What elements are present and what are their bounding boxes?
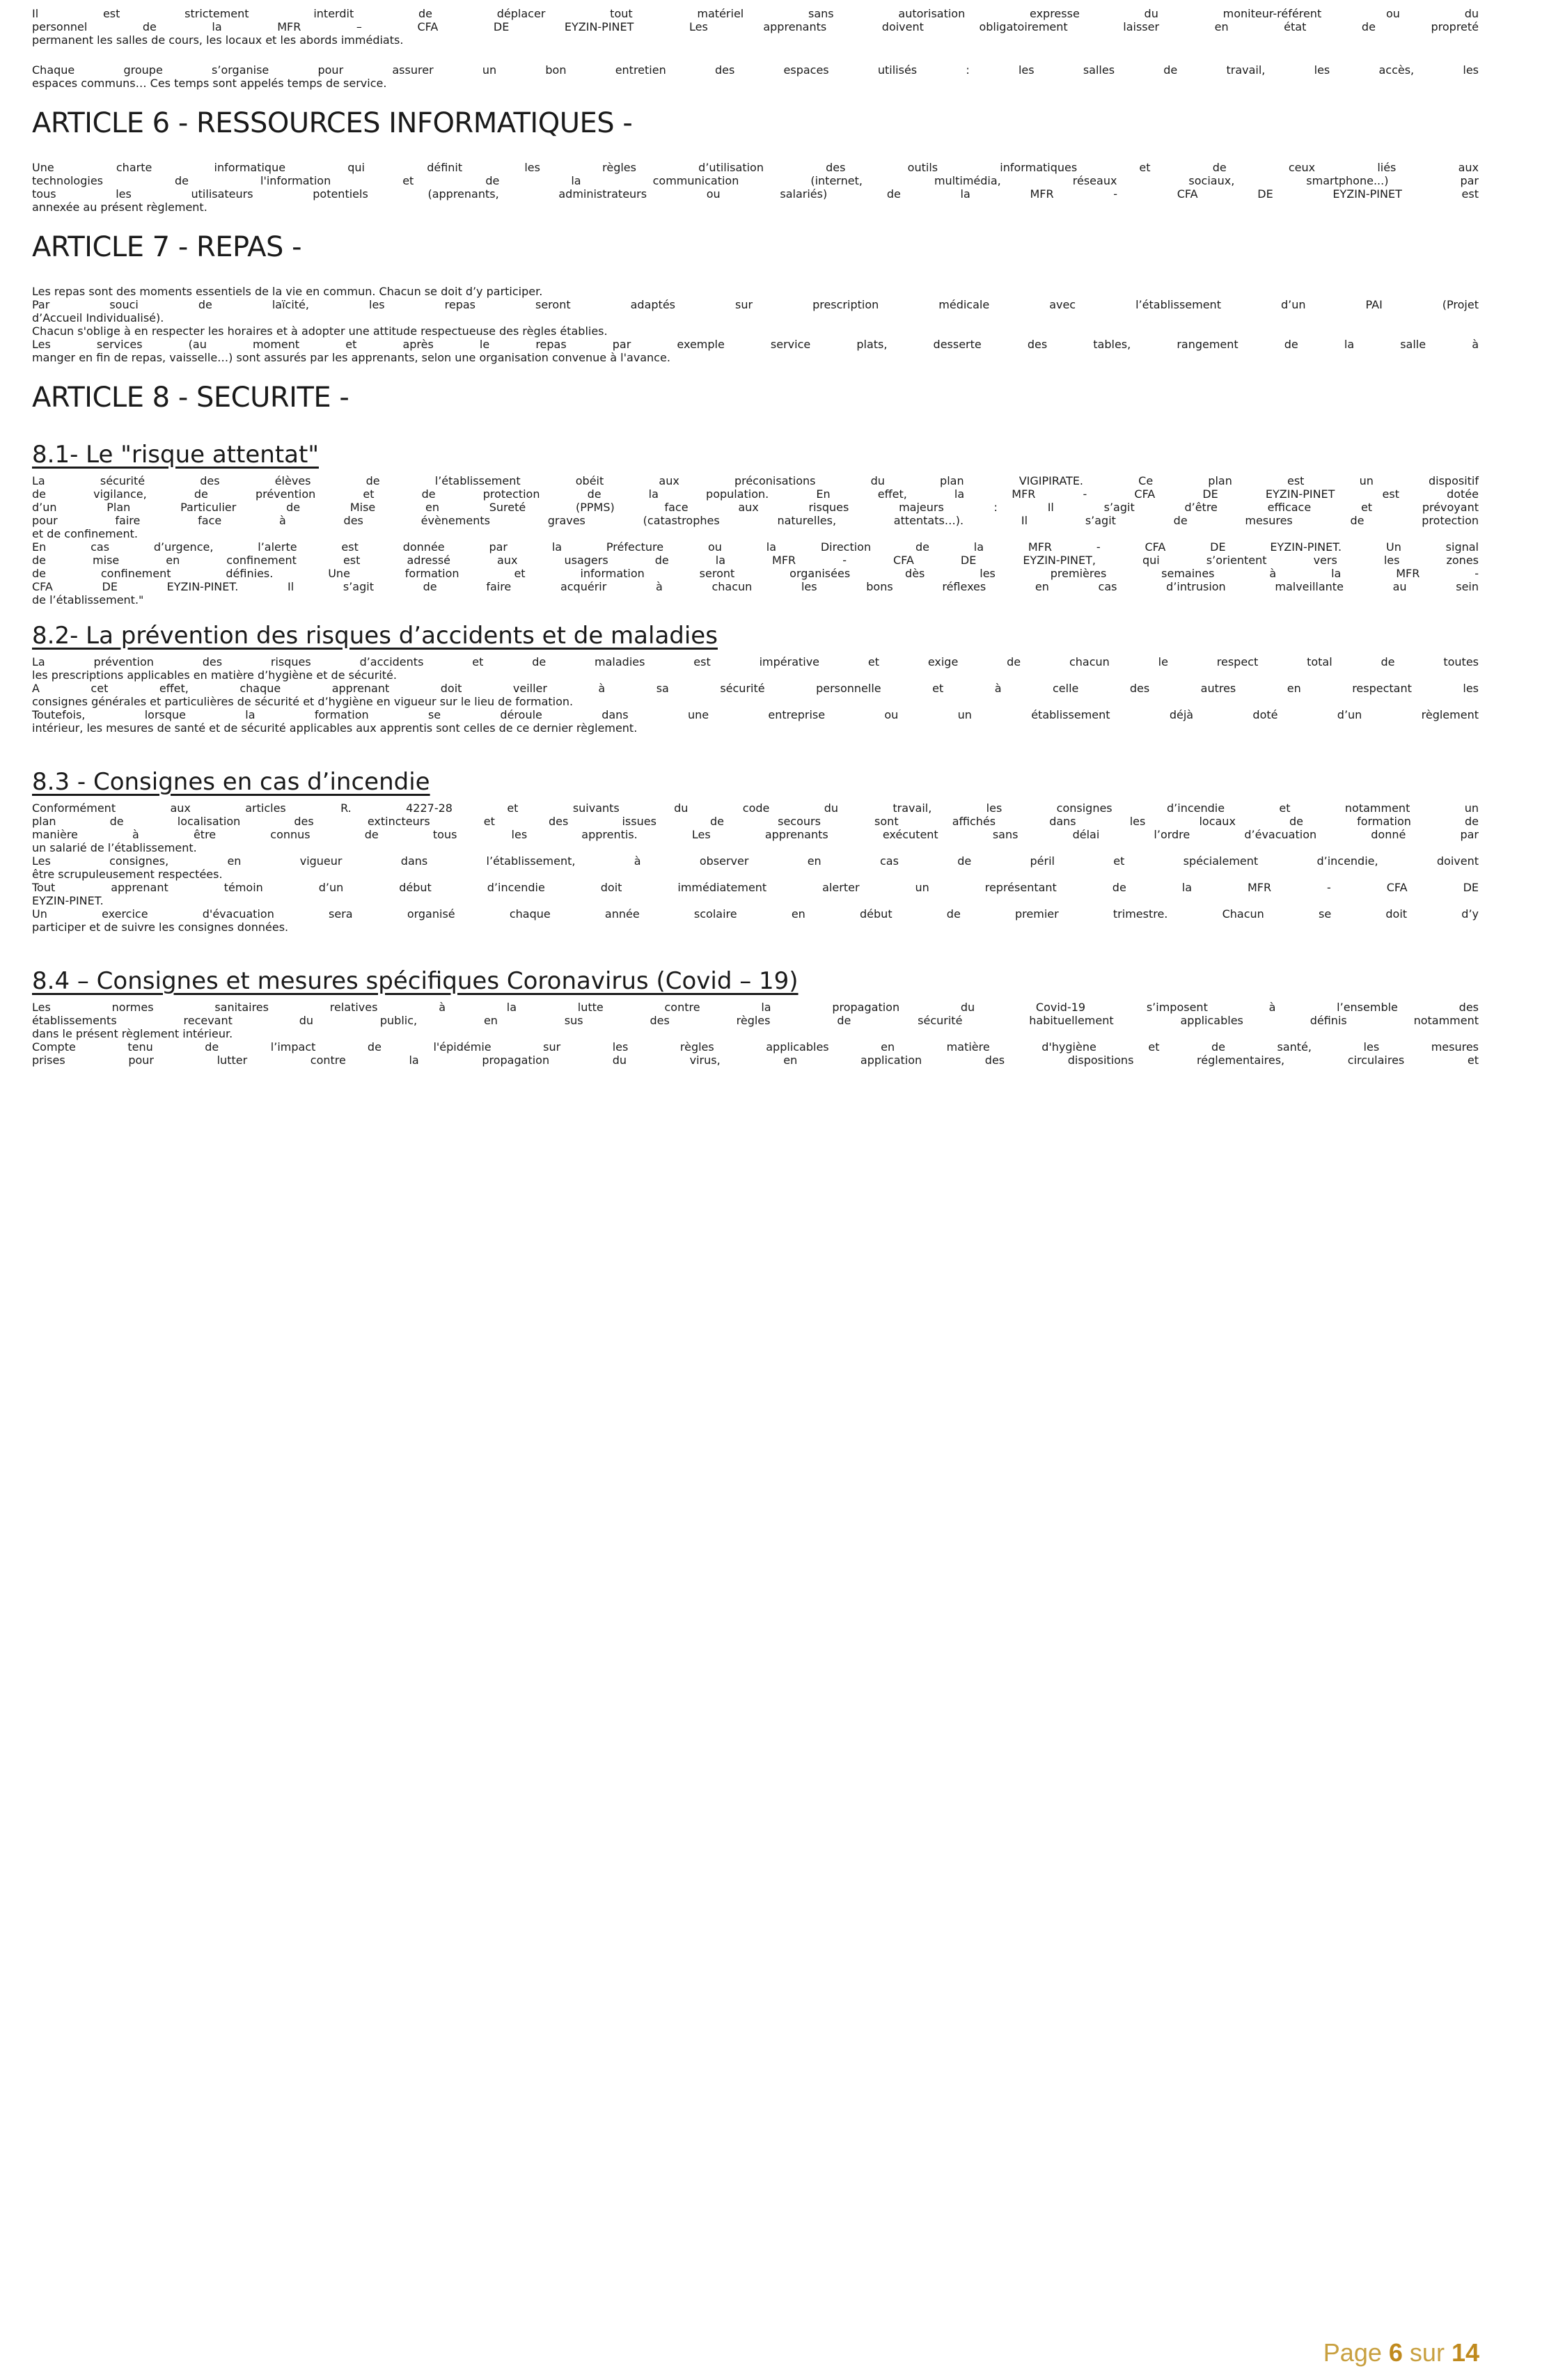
- section-8-2-body: [32, 655, 1479, 735]
- text-line: Les repas sont des moments essentiels de la vie en commun. Chacun se doit d’y participer.: [32, 285, 543, 298]
- text-line: participer et de suivre les consignes données.: [32, 921, 289, 934]
- text-line: les prescriptions applicables en matière d’hygiène et de sécurité.: [32, 668, 397, 682]
- text-line: Les services (au moment et après le repas par exemple service plats, desserte des tables, rangement de la salle à: [32, 338, 1479, 351]
- text-line: intérieur, les mesures de santé et de sécurité applicables aux apprentis sont celles de ce dernier règlement.: [32, 721, 638, 735]
- text-line: technologies de l'information et de la communication (internet, multimédia, réseaux sociaux, smartphone...) par: [32, 174, 1479, 187]
- text-line: prises pour lutter contre la propagation du virus, en application des dispositions réglementaires, circulaires et: [32, 1054, 1479, 1067]
- text-line: plan de localisation des extincteurs et des issues de secours sont affichés dans les locaux de formation de: [32, 815, 1479, 828]
- text-line: dans le présent règlement intérieur.: [32, 1027, 233, 1040]
- article-8-title: ARTICLE 8 - SECURITE -: [32, 382, 349, 414]
- sur-word: sur: [1409, 2338, 1445, 2367]
- text-line: un salarié de l’établissement.: [32, 841, 197, 854]
- section-8-1-body: [32, 474, 1479, 606]
- text-line: EYZIN-PINET.: [32, 894, 104, 907]
- text-line: Une charte informatique qui définit les règles d’utilisation des outils informatiques et de ceux liés aux: [32, 161, 1479, 174]
- text-line: Il est strictement interdit de déplacer tout matériel sans autorisation expresse du moniteur-référent ou du: [32, 7, 1479, 20]
- text-line: de confinement définies. Une formation et information seront organisées dès les premières semaines à la MFR -: [32, 567, 1479, 580]
- section-8-4-body: [32, 1001, 1479, 1067]
- page-number: 6: [1388, 2338, 1403, 2367]
- text-line: Toutefois, lorsque la formation se déroule dans une entreprise ou un établissement déjà doté d’un règlement: [32, 708, 1479, 721]
- section-8-3-body: [32, 801, 1479, 934]
- text-line: En cas d’urgence, l’alerte est donnée par la Préfecture ou la Direction de la MFR - CFA DE EYZIN-PINET. Un signal: [32, 540, 1479, 554]
- article-7-body: [32, 285, 1479, 364]
- intro-paragraph-1: [32, 7, 1479, 47]
- section-8-1-title: 8.1- Le "risque attentat": [32, 441, 319, 469]
- text-line: consignes générales et particulières de sécurité et d’hygiène en vigueur sur le lieu de formation.: [32, 695, 574, 708]
- section-8-2-title: 8.2- La prévention des risques d’accidents et de maladies: [32, 622, 718, 650]
- page-total: 14: [1451, 2338, 1479, 2367]
- text-line: La prévention des risques d’accidents et de maladies est impérative et exige de chacun le respect total de toutes: [32, 655, 1479, 668]
- text-line: établissements recevant du public, en sus des règles de sécurité habituellement applicables définis notamment: [32, 1014, 1479, 1027]
- text-line: Un exercice d'évacuation sera organisé chaque année scolaire en début de premier trimestre. Chacun se doit d’y: [32, 907, 1479, 921]
- section-8-4-title: 8.4 – Consignes et mesures spécifiques Coronavirus (Covid – 19): [32, 967, 799, 995]
- page-footer: [1323, 2338, 1479, 2367]
- text-line: et de confinement.: [32, 527, 139, 540]
- text-line: personnel de la MFR – CFA DE EYZIN-PINET Les apprenants doivent obligatoirement laisser en état de propreté: [32, 20, 1479, 33]
- text-line: d’Accueil Individualisé).: [32, 311, 164, 324]
- article-7-title: ARTICLE 7 - REPAS -: [32, 231, 302, 263]
- text-line: de mise en confinement est adressé aux usagers de la MFR - CFA DE EYZIN-PINET, qui s’orientent vers les zones: [32, 554, 1479, 567]
- text-line: d’un Plan Particulier de Mise en Sureté (PPMS) face aux risques majeurs : Il s’agit d’être efficace et prévoyant: [32, 501, 1479, 514]
- article-6-title: ARTICLE 6 - RESSOURCES INFORMATIQUES -: [32, 107, 633, 139]
- text-line: Chaque groupe s’organise pour assurer un bon entretien des espaces utilisés : les salles de travail, les accès, les: [32, 63, 1479, 77]
- text-line: CFA DE EYZIN-PINET. Il s’agit de faire acquérir à chacun les bons réflexes en cas d’intrusion malveillante au sein: [32, 580, 1479, 593]
- text-line: de vigilance, de prévention et de protection de la population. En effet, la MFR - CFA DE EYZIN-PINET est dotée: [32, 487, 1479, 501]
- text-line: Les normes sanitaires relatives à la lutte contre la propagation du Covid-19 s’imposent à l’ensemble des: [32, 1001, 1479, 1014]
- text-line: Par souci de laïcité, les repas seront adaptés sur prescription médicale avec l’établissement d’un PAI (Projet: [32, 298, 1479, 311]
- text-line: Tout apprenant témoin d’un début d’incendie doit immédiatement alerter un représentant de la MFR - CFA DE: [32, 881, 1479, 894]
- text-line: pour faire face à des évènements graves (catastrophes naturelles, attentats…). Il s’agit de mesures de protection: [32, 514, 1479, 527]
- text-line: Les consignes, en vigueur dans l’établissement, à observer en cas de péril et spécialement d’incendie, doivent: [32, 854, 1479, 868]
- article-6-body: [32, 161, 1479, 214]
- text-line: manger en fin de repas, vaisselle…) sont assurés par les apprenants, selon une organisation convenue à l'avance.: [32, 351, 670, 364]
- document-page: [32, 7, 1479, 1067]
- text-line: être scrupuleusement respectées.: [32, 868, 223, 881]
- text-line: manière à être connus de tous les apprentis. Les apprenants exécutent sans délai l’ordre d’évacuation donné par: [32, 828, 1479, 841]
- text-line: annexée au présent règlement.: [32, 201, 207, 214]
- text-line: La sécurité des élèves de l’établissement obéit aux préconisations du plan VIGIPIRATE. Ce plan est un dispositif: [32, 474, 1479, 487]
- text-line: tous les utilisateurs potentiels (apprenants, administrateurs ou salariés) de la MFR - CFA DE EYZIN-PINET est: [32, 187, 1479, 201]
- text-line: Chacun s'oblige à en respecter les horaires et à adopter une attitude respectueuse des règles établies.: [32, 324, 608, 338]
- text-line: de l’établissement.": [32, 593, 144, 606]
- page-word: Page: [1323, 2338, 1382, 2367]
- text-line: espaces communs… Ces temps sont appelés temps de service.: [32, 77, 387, 90]
- text-line: Compte tenu de l’impact de l'épidémie sur les règles applicables en matière d'hygiène et de santé, les mesures: [32, 1040, 1479, 1054]
- text-line: permanent les salles de cours, les locaux et les abords immédiats.: [32, 33, 404, 47]
- text-line: A cet effet, chaque apprenant doit veiller à sa sécurité personnelle et à celle des autres en respectant les: [32, 682, 1479, 695]
- intro-paragraph-2: [32, 63, 1479, 90]
- section-8-3-title: 8.3 - Consignes en cas d’incendie: [32, 768, 430, 796]
- text-line: Conformément aux articles R. 4227-28 et suivants du code du travail, les consignes d’incendie et notamment un: [32, 801, 1479, 815]
